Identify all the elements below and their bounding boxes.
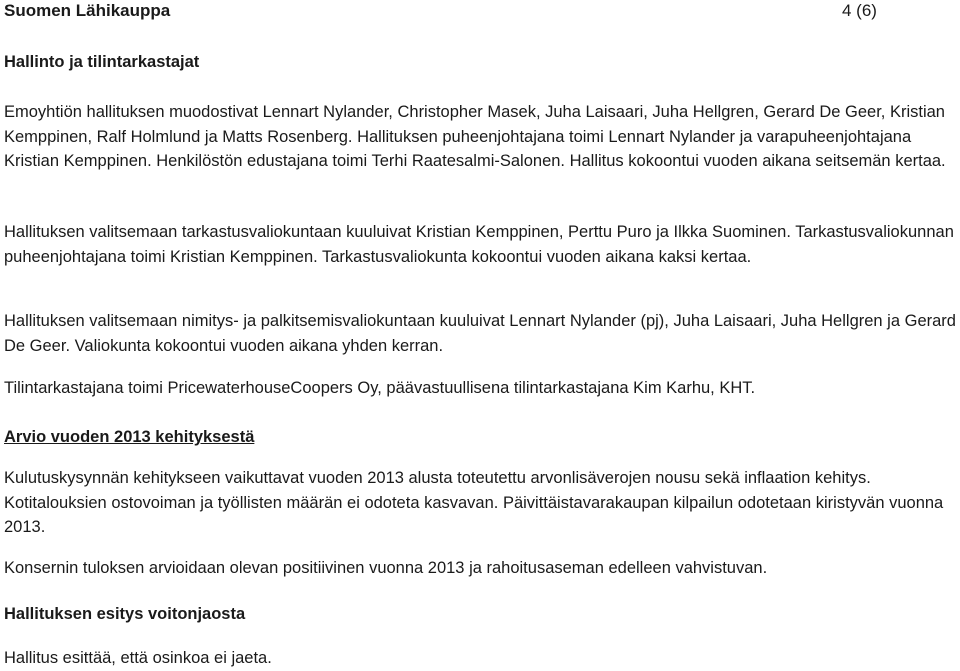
governance-paragraph-auditor: Tilintarkastajana toimi PricewaterhouseCoopers Oy, päävastuullisena tilintarkastajana Kim Karhu, KHT. [4, 379, 756, 397]
section-heading-outlook: Arvio vuoden 2013 kehityksestä [4, 428, 255, 446]
governance-paragraph-nomination-committee: Hallituksen valitsemaan nimitys- ja palkitsemisvaliokuntaan kuuluivat Lennart Nylander (pj), Juha Laisaari, Juha Hellgren ja Gerard De Geer. Valiokunta kokoontui vuoden aikana yhden kerran. [4, 312, 956, 355]
outlook-paragraph-consumption: Kulutuskysynnän kehitykseen vaikuttavat vuoden 2013 alusta toteutettu arvonlisäverojen nousu sekä inflaation kehitys. Kotitalouksien ostovoiman ja työllisten määrän ei odoteta kasvavan. Päivittäistavarakaupan kilpailun odotetaan kiristyvän vuonna 2013. [4, 469, 944, 537]
page-header [4, 0, 956, 24]
outlook-paragraph-result: Konsernin tuloksen arvioidaan olevan positiivinen vuonna 2013 ja rahoitusaseman edelleen vahvistuvan. [4, 559, 768, 577]
company-name: Suomen Lähikauppa [4, 1, 171, 20]
governance-paragraph-audit-committee: Hallituksen valitsemaan tarkastusvaliokuntaan kuuluivat Kristian Kemppinen, Perttu Puro ja Ilkka Suominen. Tarkastusvaliokunnan puheenjohtajana toimi Kristian Kemppinen. Tarkastusvaliokunta kokoontui vuoden aikana kaksi kertaa. [4, 223, 954, 266]
dividend-paragraph: Hallitus esittää, että osinkoa ei jaeta. [4, 649, 272, 667]
section-heading-governance: Hallinto ja tilintarkastajat [4, 53, 200, 71]
page-number: 4 (6) [842, 1, 877, 20]
section-heading-dividend: Hallituksen esitys voitonjaosta [4, 605, 246, 623]
governance-paragraph-board: Emoyhtiön hallituksen muodostivat Lennart Nylander, Christopher Masek, Juha Laisaari, Juha Hellgren, Gerard De Geer, Kristian Kemppinen, Ralf Holmlund ja Matts Rosenberg. Hallituksen puheenjohtajana toimi Lennart Nylander ja varapuheenjohtajana Kristian Kemppinen. Henkilöstön edustajana toimi Terhi Raatesalmi-Salonen. Hallitus kokoontui vuoden aikana seitsemän kertaa. [4, 103, 946, 171]
